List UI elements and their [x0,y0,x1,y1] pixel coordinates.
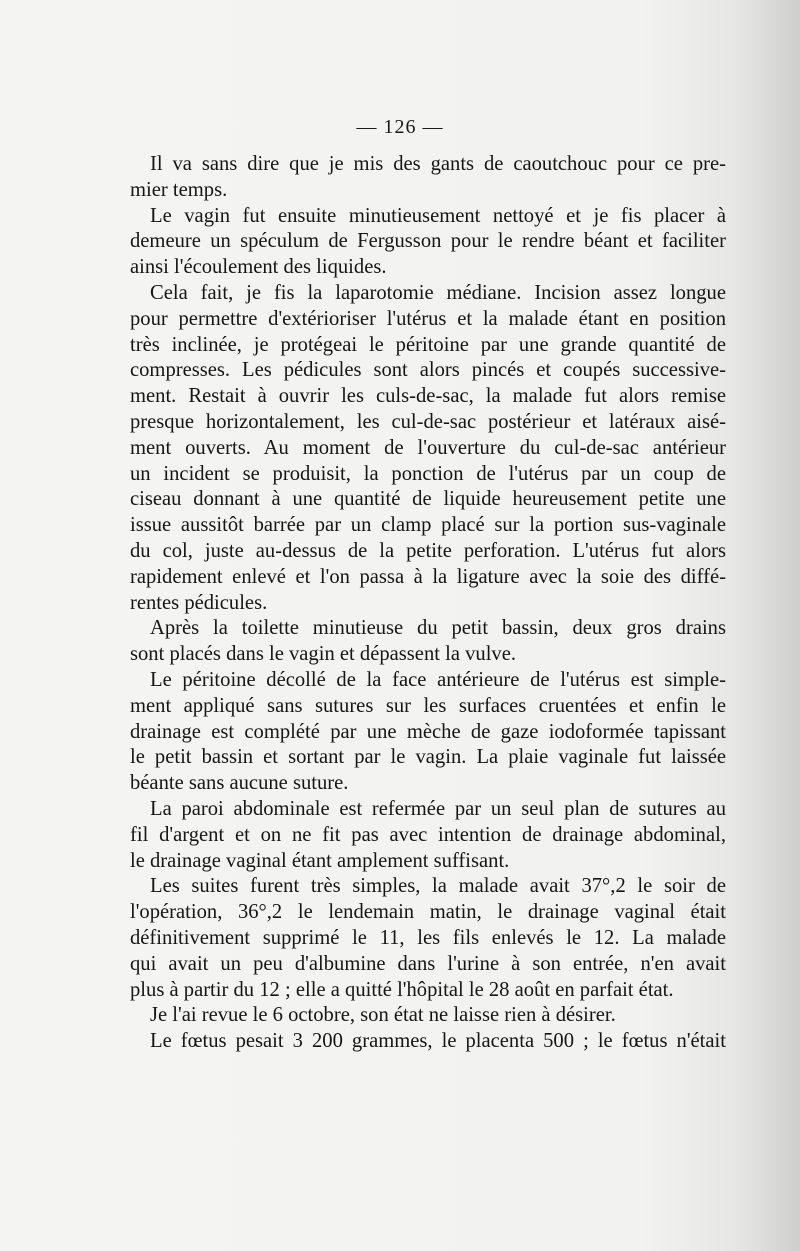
text-line: du col, juste au-dessus de la petite perforation. L'utérus fut alors [130,539,726,562]
text-line: La paroi abdominale est refermée par un seul plan de sutures au [150,797,726,820]
text-line: Je l'ai revue le 6 octobre, son état ne laisse rien à désirer. [150,1004,616,1027]
text-line: ment ouverts. Au moment de l'ouverture du cul-de-sac antérieur [130,436,726,459]
text-line: Après la toilette minutieuse du petit bassin, deux gros drains [150,617,726,640]
text-line: béante sans aucune suture. [130,772,349,795]
text-line: mier temps. [130,178,228,201]
text-line: Le vagin fut ensuite minutieusement nettoyé et je fis placer à [150,204,726,227]
text-line: le drainage vaginal étant amplement suffisant. [130,849,510,872]
text-line: Il va sans dire que je mis des gants de caoutchouc pour ce pre- [150,153,726,175]
text-line: fil d'argent et on ne fit pas avec intention de drainage abdominal, [130,823,726,846]
text-line: rentes pédicules. [130,591,268,614]
text-line: ment. Restait à ouvrir les culs-de-sac, la malade fut alors remise [130,385,726,408]
text-line: drainage est complété par une mèche de gaze iodoformée tapissant [130,720,726,743]
text-line: Le fœtus pesait 3 200 grammes, le placenta 500 ; le fœtus n'était [150,1030,726,1053]
text-line: très inclinée, je protégeai le péritoine par une grande quantité de [130,333,726,356]
text-line: issue aussitôt barrée par un clamp placé sur la portion sus-vaginale [130,514,726,537]
text-line: ment appliqué sans sutures sur les surfaces cruentées et enfin le [130,694,726,717]
text-line: rapidement enlevé et l'on passa à la ligature avec la soie des diffé- [130,565,726,588]
text-line: un incident se produisit, la ponction de l'utérus par un coup de [130,462,726,485]
text-line: qui avait un peu d'albumine dans l'urine à son entrée, n'en avait [130,952,726,975]
text-line: ciseau donnant à une quantité de liquide heureusement petite une [130,488,726,511]
text-line: presque horizontalement, les cul-de-sac postérieur et latéraux aisé- [130,410,726,433]
text-line: compresses. Les pédicules sont alors pincés et coupés successive- [130,359,726,382]
page-number: — 126 — [356,116,444,138]
text-line: Le péritoine décollé de la face antérieure de l'utérus est simple- [150,668,726,691]
text-line: l'opération, 36°,2 le lendemain matin, le drainage vaginal était [130,901,726,924]
text-line: ainsi l'écoulement des liquides. [130,256,387,279]
text-line: définitivement supprimé le 11, les fils enlevés le 12. La malade [130,926,726,949]
text-line: Les suites furent très simples, la malade avait 37°,2 le soir de [150,875,726,898]
body-text [130,152,726,1055]
text-line: demeure un spéculum de Fergusson pour le rendre béant et faciliter [130,230,726,253]
text-line: Cela fait, je fis la laparotomie médiane. Incision assez longue [150,281,726,304]
text-line: sont placés dans le vagin et dépassent la vulve. [130,643,517,666]
text-line: pour permettre d'extérioriser l'utérus et la malade étant en position [130,307,726,330]
text-line: plus à partir du 12 ; elle a quitté l'hôpital le 28 août en parfait état. [130,978,674,1001]
text-line: le petit bassin et sortant par le vagin. La plaie vaginale fut laissée [130,746,726,769]
